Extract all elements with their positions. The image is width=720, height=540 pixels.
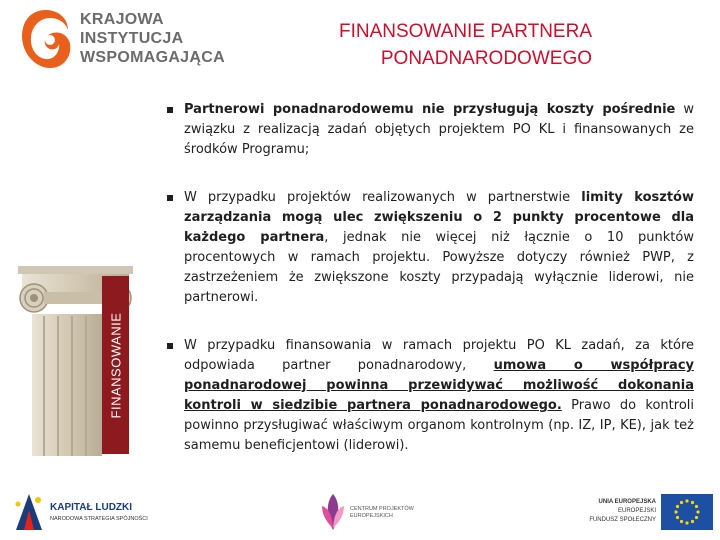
logo-line-3: WSPOMAGAJĄCA	[80, 49, 225, 66]
bullet-2-text-a: W przypadku projektów realizowanych w partnerstwie	[184, 190, 582, 205]
eu-line-3: FUNDUSZ SPOŁECZNY	[589, 517, 656, 523]
title-line-1: FINANSOWANIE PARTNERA	[338, 21, 592, 42]
bullet-2-text-b: , jednak nie więcej niż łącznie o 10 punktów procentowych w ramach projektu. Powyższe dotyczy również PWP, z zastrzeżeniem że zwiększone koszty przypadają wyłącznie liderowi, nie partnerowi.	[184, 230, 694, 305]
bullet-item-3	[166, 336, 694, 456]
kapital-ludzki-subtitle: NARODOWA STRATEGIA SPÓJNOŚCI	[50, 516, 148, 522]
kapital-ludzki-logo	[12, 490, 152, 534]
bullet-3-text-a: W przypadku finansowania w ramach projektu PO KL zadań, za które odpowiada partner ponadnarodowy,	[184, 338, 694, 373]
bullet-item-1	[166, 100, 694, 160]
cpe-line-2: EUROPEJSKICH	[350, 513, 393, 519]
bullet-1-bold: Partnerowi ponadnarodowemu nie przysługują koszty pośrednie	[184, 102, 676, 117]
cpe-text	[350, 506, 414, 520]
logo-line-1: KRAJOWA	[80, 11, 164, 28]
kiw-logo-mark-icon	[18, 8, 74, 70]
logo-line-2: INSTYTUCJA	[80, 30, 184, 47]
eu-flag-icon	[661, 494, 713, 530]
kiw-logo	[14, 8, 224, 74]
title-line-2: PONADNARODOWEGO	[380, 48, 592, 69]
footer-logos	[0, 484, 720, 540]
page-title	[252, 18, 592, 72]
content-list	[166, 100, 694, 456]
eu-text	[574, 498, 656, 525]
column-label	[103, 276, 128, 454]
bullet-item-2	[166, 188, 694, 308]
eu-line-2: EUROPEJSKI	[617, 508, 656, 514]
kapital-ludzki-mark-icon	[12, 490, 46, 534]
bullet-1-text: w związku z realizacją zadań objętych projektem PO KL i finansowanych ze środków Programu;	[184, 102, 695, 157]
bullet-3-underlined: umowa o współpracy ponadnarodowej powinna przewidywać możliwość dokonania kontroli w siedzibie partnera ponadnarodowego.	[184, 358, 694, 413]
logo-text	[80, 10, 225, 67]
eu-line-1: UNIA EUROPEJSKA	[598, 499, 656, 505]
bullet-3-text-b: Prawo do kontroli powinno przysługiwać właściwym organom kontrolnym (np. IZ, IP, KE), jak też samemu beneficjentowi (liderowi).	[184, 398, 695, 453]
cpe-line-1: CENTRUM PROJEKTÓW	[350, 506, 414, 512]
bullet-2-bold: limity kosztów zarządzania mogą ulec zwiększeniu o 2 punkty procentowe dla każdego partnera	[184, 190, 694, 245]
kapital-ludzki-name: KAPITAŁ LUDZKI	[50, 502, 133, 513]
cpe-mark-icon	[318, 492, 348, 532]
cpe-logo	[318, 490, 428, 534]
column-label-text: FINANSOWANIE	[108, 312, 124, 418]
eu-logo	[574, 492, 714, 536]
